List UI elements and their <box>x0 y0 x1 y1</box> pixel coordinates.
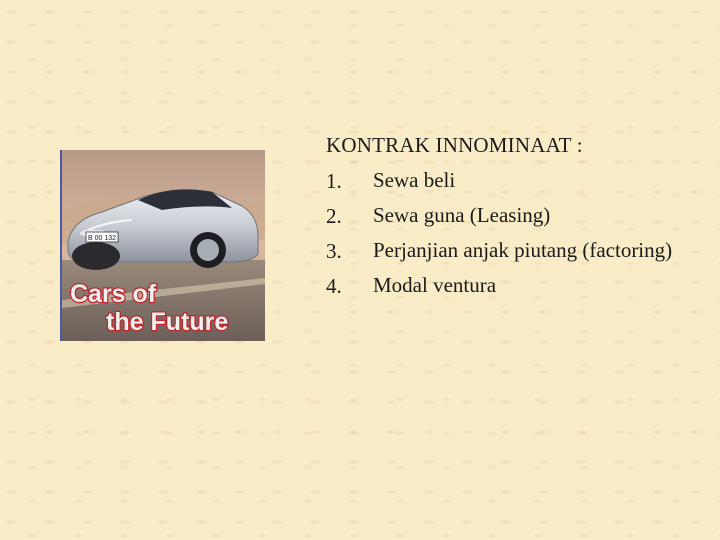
slide-heading: KONTRAK INNOMINAAT : <box>326 133 583 157</box>
list-item <box>326 166 706 196</box>
contract-list <box>326 166 706 301</box>
cars-of-the-future-image <box>60 150 265 341</box>
list-item-text: Modal ventura <box>373 273 497 297</box>
slide-content <box>326 130 706 306</box>
license-plate: B 00 132 <box>87 235 117 242</box>
car-illustration <box>62 150 265 341</box>
list-item-number: 4. <box>326 274 342 298</box>
caption-line-2: the Future <box>106 308 229 336</box>
list-item-text: Sewa guna (Leasing) <box>373 203 551 227</box>
list-item-number: 1. <box>326 169 342 193</box>
list-item-number: 3. <box>326 239 342 263</box>
list-item-text: Sewa beli <box>373 168 456 192</box>
list-item <box>326 201 706 231</box>
list-item <box>326 236 706 266</box>
list-item-text: Perjanjian anjak piutang (factoring) <box>373 238 673 262</box>
caption-line-1: Cars of <box>70 280 157 308</box>
list-item-number: 2. <box>326 204 342 228</box>
list-item <box>326 271 706 301</box>
